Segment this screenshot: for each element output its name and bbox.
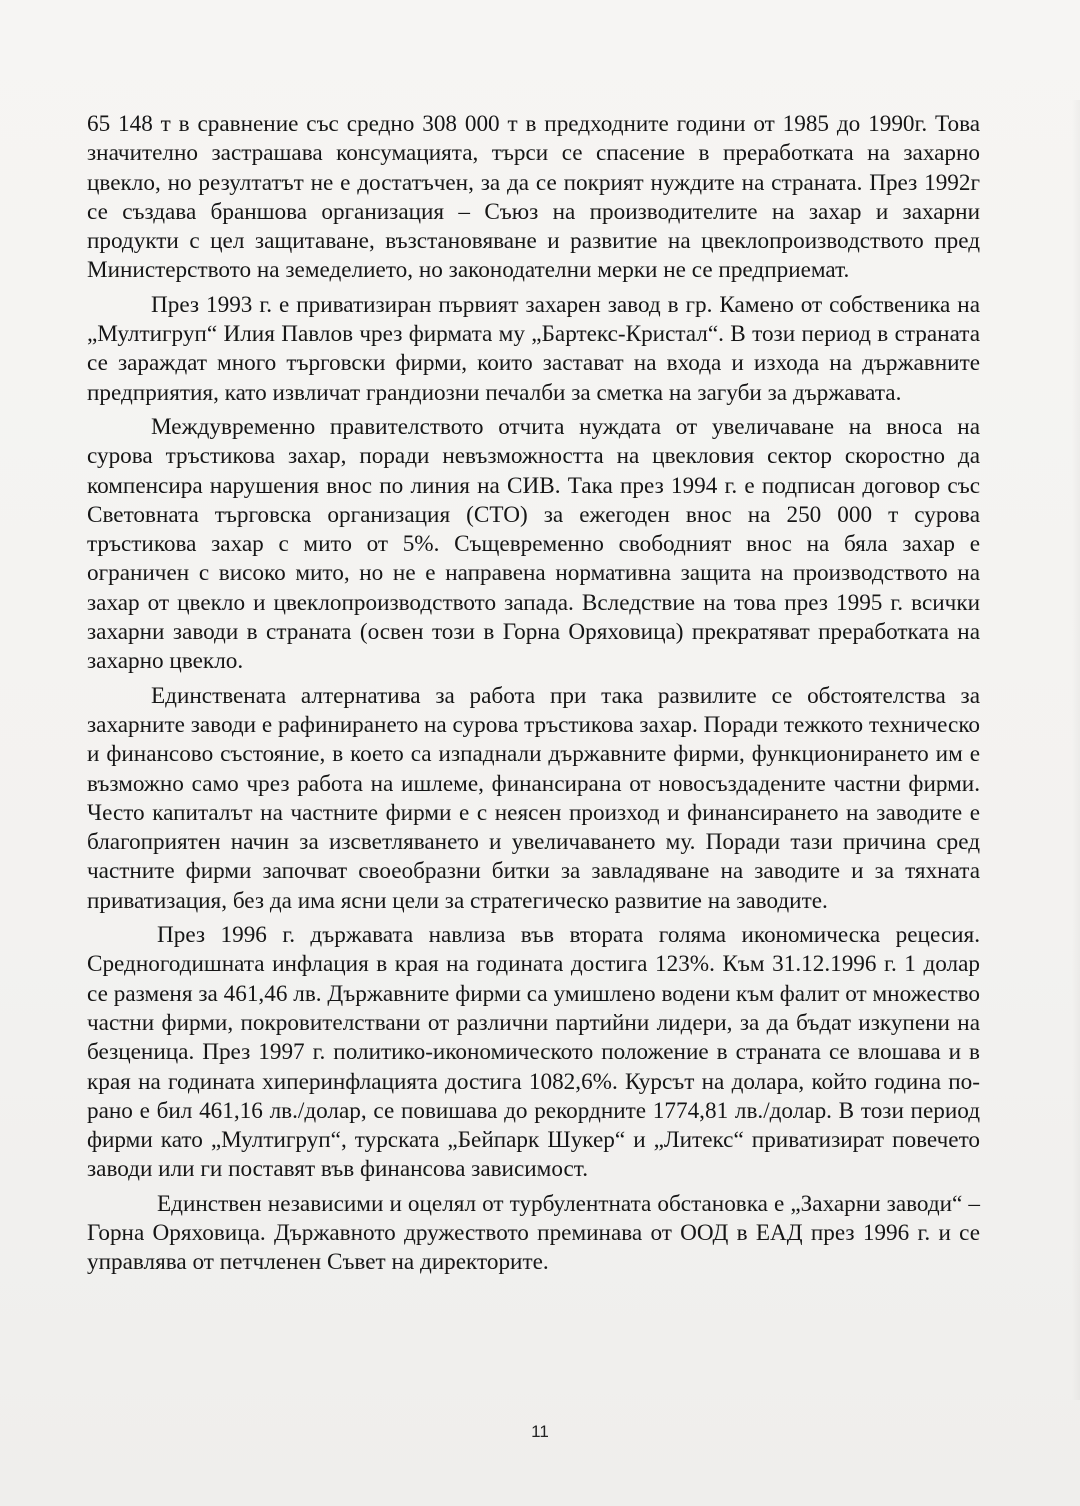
paragraph-5: През 1996 г. държавата навлиза във втората голяма икономическа рецесия. Средногодишната инфлация в края на годината достига 123%. Към 31.12.1996 г. 1 долар се разменя за 461,46 лв. Държавните фирми са умишлено водени към фалит от множество частни фирми, покровителствани от различни партийни лидери, за да бъдат изкупени на безценица. През 1997 г. политико-икономическото положение в страната се влошава и в края на годината хиперинфлацията достига 1082,6%. Курсът на долара, който година по-рано е бил 461,16 лв./долар, се повишава до рекордните 1774,81 лв./долар. В този период фирми като „Мултигруп“, турската „Бейпарк Шукер“ и „Литекс“ приватизират повечето заводи или ги поставят във финансова зависимост. xyxy=(87,922,980,1183)
paragraph-3: Междувременно правителството отчита нуждата от увеличаване на вноса на сурова тръстикова захар, поради невъзможността на цвекловия сектор скоростно да компенсира нарушения внос по линия на СИВ. Така през 1994 г. е подписан договор със Световната търговска организация (СТО) за ежегоден внос на 250 000 т сурова тръстикова захар с мито от 5%. Същевременно свободният внос на бяла захар е ограничен с високо мито, но не е направена нормативна защита на производството на захар от цвекло и цвеклопроизводството запада. Вследствие на това през 1995 г. всички захарни заводи в страната (освен този в Горна Оряховица) прекратяват преработката на захарно цвекло. xyxy=(87,413,980,675)
paragraph-1: 65 148 т в сравнение със средно 308 000 т в предходните години от 1985 до 1990г. Това значително застрашава консумацията, търси се спасение в преработката на захарно цвекло, но резултатът не е достатъчен, за да се покрият нуждите на страната. През 1992г се създава браншова организация – Съюз на производителите на захар и захарни продукти с цел защитаване, възстановяване и развитие на цвеклопроизводството пред Министерството на земеделието, но законодателни мерки не се предприемат. xyxy=(87,111,980,284)
page-edge-shadow xyxy=(1072,100,1080,1400)
paragraph-6: Единствен независими и оцелял от турбулентната обстановка е „Захарни заводи“ – Горна Оряховица. Държавното дружеството преминава от ООД в ЕАД през 1996 г. и се управлява от петчленен Съвет на директорите. xyxy=(87,1190,980,1276)
paragraph-4: Единствената алтернатива за работа при така развилите се обстоятелства за захарните заводи е рафинирането на сурова тръстикова захар. Поради тежкото техническо и финансово състояние, в което са изпаднали държавните фирми, функционирането им е възможно само чрез работа на ишлеме, финансирана от новосъздадените частни фирми. Често капиталът на частните фирми е с неясен произход и финансирането на заводите е благоприятен начин за изсветляването и увеличаването му. Поради тази причина сред частните фирми започват своеобразни битки за завладяване на заводите и за тяхната приватизация, без да има ясни цели за стратегическо развитие на заводите. xyxy=(87,682,980,914)
paragraph-2: През 1993 г. е приватизиран първият захарен завод в гр. Камено от собственика на „Мултигруп“ Илия Павлов чрез фирмата му „Бартекс-Кристал“. В този период в страната се зараждат много търговски фирми, които застават на входа и изхода на държавните предприятия, като извличат грандиозни печалби за сметка на загуби за държавата. xyxy=(87,291,980,406)
document-body xyxy=(87,110,980,1283)
page-number: 11 xyxy=(531,1422,549,1441)
